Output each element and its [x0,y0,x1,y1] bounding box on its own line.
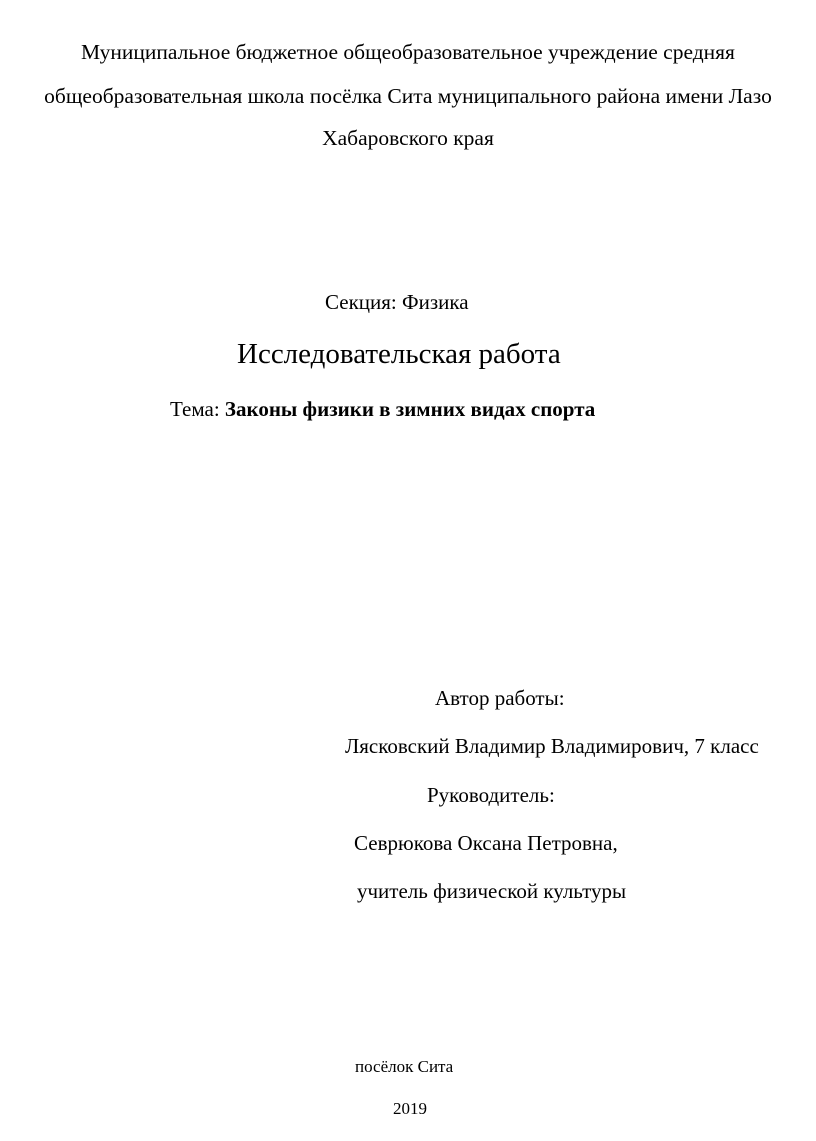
supervisor-position: учитель физической культуры [357,879,627,903]
footer-year: 2019 [393,1099,427,1118]
supervisor-name: Севрюкова Оксана Петровна, [354,831,618,855]
topic-label: Тема: [170,397,220,421]
institution-line-1: Муниципальное бюджетное общеобразовательное учреждение средняя [81,40,735,64]
topic-title: Законы физики в зимних видах спорта [224,397,596,421]
section-label: Секция: Физика [325,290,469,314]
work-type-heading: Исследовательская работа [237,338,561,370]
institution-line-3: Хабаровского края [322,126,494,150]
topic-line [170,399,595,420]
institution-line-2: общеобразовательная школа посёлка Сита муниципального района имени Лазо [44,84,772,108]
author-label: Автор работы: [435,686,565,710]
supervisor-label: Руководитель: [427,783,555,807]
footer-place: посёлок Сита [355,1057,454,1076]
author-name: Лясковский Владимир Владимирович, 7 класс [345,734,759,758]
